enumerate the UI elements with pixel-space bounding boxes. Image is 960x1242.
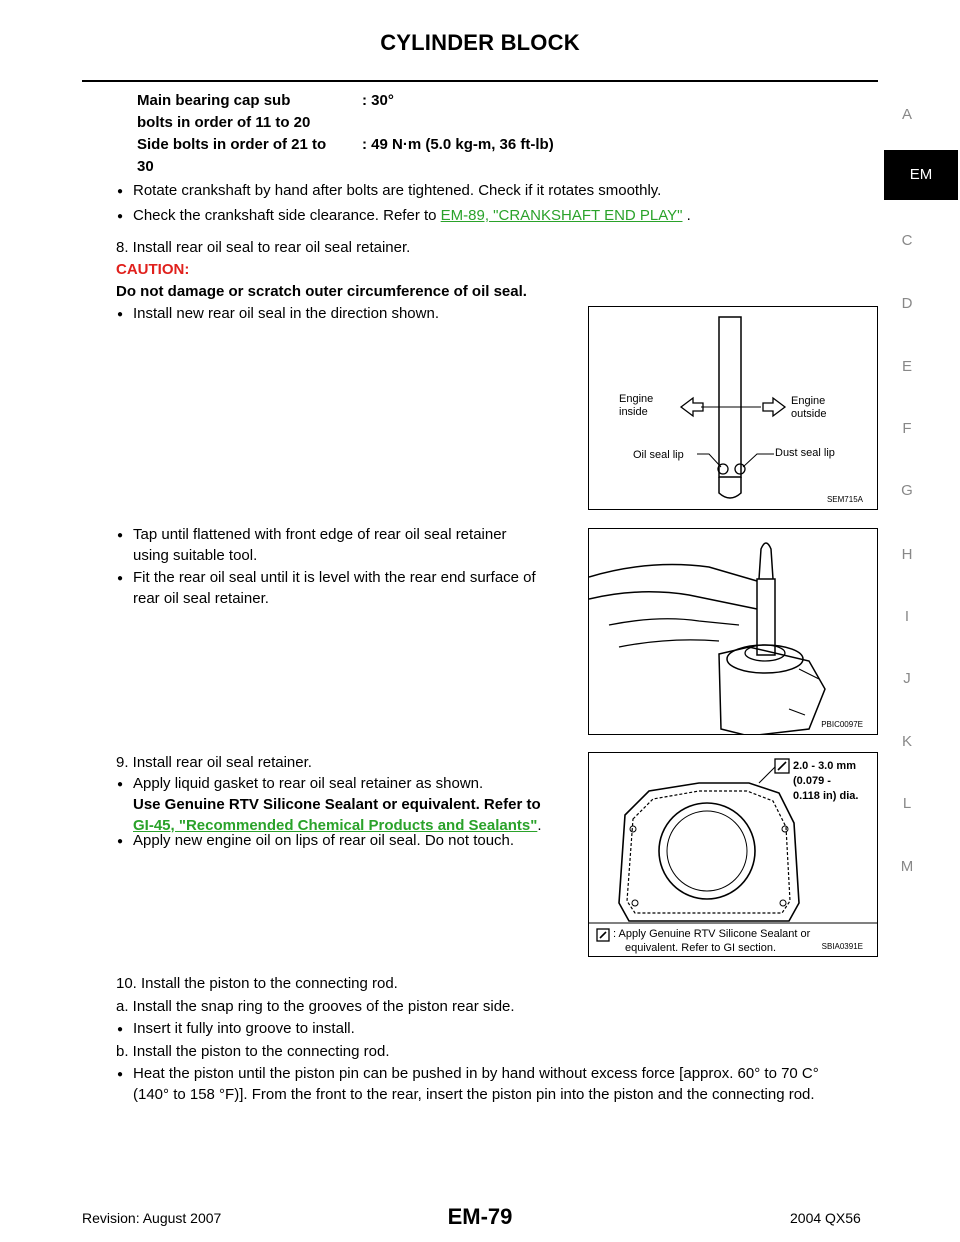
sidebar-letter-f[interactable]: F [902, 420, 912, 437]
footer-revision: Revision: August 2007 [82, 1210, 222, 1226]
sidebar-letter-h[interactable]: H [901, 546, 913, 563]
figure-code-pbic0097e: PBIC0097E [821, 720, 863, 729]
sidebar-letter-d[interactable]: D [901, 295, 913, 312]
spec-value-1: : 30° [362, 92, 394, 109]
sidebar-letter-a[interactable]: A [901, 106, 912, 123]
caution-label: CAUTION: [116, 261, 190, 278]
label-engine-outside: Engine outside [791, 395, 827, 420]
footer-model: 2004 QX56 [790, 1210, 861, 1226]
bullet-rotate-crankshaft: ● Rotate crankshaft by hand after bolts are tightened. Check if it rotates smoothly. [133, 180, 661, 201]
sidebar-letter-e[interactable]: E [901, 358, 912, 375]
bullet-apply-oil: ● Apply new engine oil on lips of rear oil seal. Do not touch. [133, 830, 514, 851]
label-bead-diameter: 2.0 - 3.0 mm (0.079 - 0.118 in) dia. [793, 760, 859, 802]
spec-value-2: : 49 N·m (5.0 kg-m, 36 ft-lb) [362, 136, 554, 153]
figure-seal-direction [588, 306, 878, 510]
step-8-title: 8. Install rear oil seal to rear oil seal retainer. [116, 239, 411, 256]
step-10a-title: a. Install the snap ring to the grooves of the piston rear side. [116, 998, 515, 1015]
spec-label-2: Side bolts in order of 21 to 30 [137, 136, 327, 175]
link-em-89[interactable]: EM-89, "CRANKSHAFT END PLAY" [440, 207, 683, 224]
sidebar-letter-j[interactable]: J [903, 670, 911, 687]
link-gi-45[interactable]: GI-45, "Recommended Chemical Products and Sealants" [133, 817, 538, 834]
bullet-tap-until-flattened: ● Tap until flattened with front edge of rear oil seal retainer using suitable tool. [133, 524, 507, 566]
label-oil-seal-lip: Oil seal lip [633, 449, 684, 461]
bullet-check-clearance: ● Check the crankshaft side clearance. Refer to EM-89, "CRANKSHAFT END PLAY" . [133, 205, 691, 226]
step-10-title: 10. Install the piston to the connecting rod. [116, 975, 398, 992]
spec-label-1: Main bearing cap sub bolts in order of 11 to 20 [137, 92, 311, 131]
sidebar-letter-l[interactable]: L [902, 795, 912, 812]
sidebar-letter-i[interactable]: I [904, 608, 910, 625]
page-title: CYLINDER BLOCK [380, 30, 580, 55]
header-divider [82, 80, 878, 82]
step-10b-title: b. Install the piston to the connecting rod. [116, 1043, 390, 1060]
sidebar-letter-m[interactable]: M [900, 858, 914, 875]
bullet-apply-gasket: ● Apply liquid gasket to rear oil seal retainer as shown. Use Genuine RTV Silicone Sealant or equivalent. Refer to GI-45, "Recommended Chemical Products and Sealants". [133, 773, 542, 836]
figure-code-sem715a: SEM715A [826, 495, 863, 504]
footer-page-number: EM-79 [447, 1204, 513, 1229]
sidebar-letter-g[interactable]: G [901, 482, 913, 499]
bullet-heat-piston: ● Heat the piston until the piston pin can be pushed in by hand without excess force [approx. 60° to 70 C° (140° to 158 °F)]. From the front to the rear, insert the piston pin into the piston and the connecting rod. [133, 1063, 819, 1105]
step-9-title: 9. Install rear oil seal retainer. [116, 754, 312, 771]
caution-text: Do not damage or scratch outer circumference of oil seal. [116, 283, 527, 300]
figure-tap-seal [588, 528, 878, 735]
bullet-fit-rear-seal: ● Fit the rear oil seal until it is level with the rear end surface of rear oil seal retainer. [133, 567, 536, 609]
sidebar-item-em-active[interactable]: EM [884, 150, 958, 200]
label-sealant-legend: : Apply Genuine RTV Silicone Sealant or equivalent. Refer to GI section. [613, 928, 811, 954]
label-dust-seal-lip: Dust seal lip [775, 447, 835, 459]
bullet-install-seal: ● Install new rear oil seal in the direction shown. [133, 303, 439, 324]
sidebar-letter-k[interactable]: K [901, 733, 912, 750]
bullet-insert-groove: ● Insert it fully into groove to install. [133, 1018, 355, 1039]
tap-seal-drawing [589, 529, 878, 735]
figure-sealant-bead [588, 752, 878, 957]
sidebar-letter-c[interactable]: C [901, 232, 913, 249]
figure-code-sbia0391e: SBIA0391E [821, 942, 863, 951]
label-engine-inside: Engine inside [619, 393, 654, 418]
